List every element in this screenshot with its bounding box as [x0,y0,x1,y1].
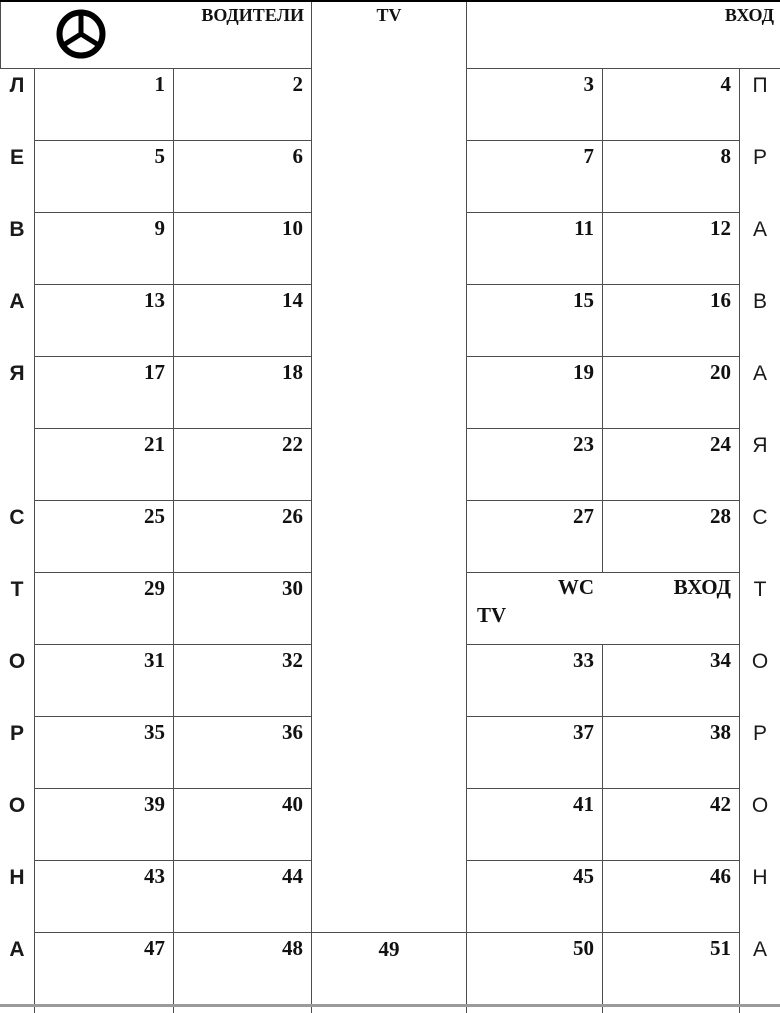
seat-cell: 21 [144,432,165,456]
row-letter-left: Я [9,362,25,385]
seat-cell: 46 [710,864,731,888]
grid-line [34,356,312,357]
row-letter-right: Н [752,866,768,889]
seat-cell: 17 [144,360,165,384]
row-letter-left: Т [10,578,24,601]
seat-cell: 5 [154,144,165,168]
seat-cell: 42 [710,792,731,816]
row-letter-left: О [8,650,26,673]
mid-entrance-label: ВХОД [673,575,731,599]
grid-line [34,500,312,501]
grid-line [466,212,740,213]
seat-cell: 8 [720,144,731,168]
seat-cell: 15 [573,288,594,312]
grid-line [34,932,740,933]
grid-line [602,68,603,572]
grid-line [466,356,740,357]
row-letter-right: Р [752,722,767,745]
seat-cell: 19 [573,360,594,384]
grid-line [34,788,312,789]
seat-cell: 1 [154,72,165,96]
seat-cell: 41 [573,792,594,816]
grid-line [34,572,312,573]
seat-cell: 44 [282,864,303,888]
grid-line [0,0,1,68]
grid-line [0,68,311,69]
seat-cell: 30 [282,576,303,600]
seat-cell: 27 [573,504,594,528]
grid-line [311,0,312,1013]
grid-line [34,212,312,213]
mid-tv-label: TV [477,603,507,627]
row-letter-left: Л [9,74,25,97]
grid-line [466,788,740,789]
drivers-header-label: ВОДИТЕЛИ [201,5,304,25]
seat-cell: 36 [282,720,303,744]
seat-cell: 40 [282,792,303,816]
seat-cell: 37 [573,720,594,744]
seat-cell: 20 [710,360,731,384]
seat-cell: 50 [573,936,594,960]
row-letter-right: С [752,506,768,529]
row-letter-left: О [8,794,26,817]
row-letter-right: А [752,218,767,241]
grid-line [466,572,740,573]
seat-cell: 2 [292,72,303,96]
seat-cell: 11 [574,216,594,240]
seat-cell-49: 49 [378,937,400,961]
row-letter-left: С [9,506,25,529]
seat-cell: 32 [282,648,303,672]
row-letter-right: А [752,938,767,961]
seat-cell: 4 [720,72,731,96]
grid-line [466,860,740,861]
seat-cell: 9 [154,216,165,240]
entrance-header-label: ВХОД [724,5,774,25]
seat-cell: 43 [144,864,165,888]
row-letter-right: О [751,650,769,673]
seat-cell: 23 [573,432,594,456]
row-letter-left: Р [9,722,24,745]
seat-cell: 18 [282,360,303,384]
grid-line [0,0,780,2]
grid-line [34,716,312,717]
grid-line [466,140,740,141]
grid-line [466,68,780,69]
seat-cell: 48 [282,936,303,960]
seat-cell: 7 [583,144,594,168]
grid-line [466,500,740,501]
seat-cell: 38 [710,720,731,744]
seat-cell: 45 [573,864,594,888]
seat-cell: 33 [573,648,594,672]
row-letter-left: А [9,290,25,313]
seat-cell: 31 [144,648,165,672]
row-letter-right: П [752,74,768,97]
seat-cell: 51 [710,936,731,960]
grid-line [34,860,312,861]
seat-cell: 16 [710,288,731,312]
grid-line [466,716,740,717]
tv-header-label: TV [376,5,402,25]
grid-line [34,644,312,645]
seat-cell: 39 [144,792,165,816]
row-letter-right: Я [752,434,768,457]
seat-cell: 25 [144,504,165,528]
grid-line [34,428,312,429]
seat-cell: 47 [144,936,165,960]
grid-line [466,644,740,645]
wc-label: WC [557,575,594,599]
seat-cell: 12 [710,216,731,240]
grid-line [34,140,312,141]
row-letter-left: А [9,938,25,961]
row-letter-left: Н [9,866,25,889]
row-letter-right: Т [753,578,767,601]
grid-line [0,1004,780,1007]
seat-cell: 13 [144,288,165,312]
grid-line [466,284,740,285]
row-letter-left: В [9,218,25,241]
row-letter-right: В [752,290,767,313]
seat-cell: 28 [710,504,731,528]
seat-cell: 26 [282,504,303,528]
row-letter-left: Е [9,146,24,169]
seat-cell: 3 [583,72,594,96]
seat-cell: 22 [282,432,303,456]
seat-cell: 10 [282,216,303,240]
seat-cell: 35 [144,720,165,744]
seat-cell: 34 [710,648,731,672]
row-letter-right: О [751,794,769,817]
seat-cell: 14 [282,288,303,312]
seat-cell: 29 [144,576,165,600]
seat-cell: 24 [710,432,731,456]
grid-line [466,428,740,429]
row-letter-right: Р [752,146,767,169]
seat-cell: 6 [292,144,303,168]
row-letter-right: А [752,362,767,385]
grid-line [34,284,312,285]
